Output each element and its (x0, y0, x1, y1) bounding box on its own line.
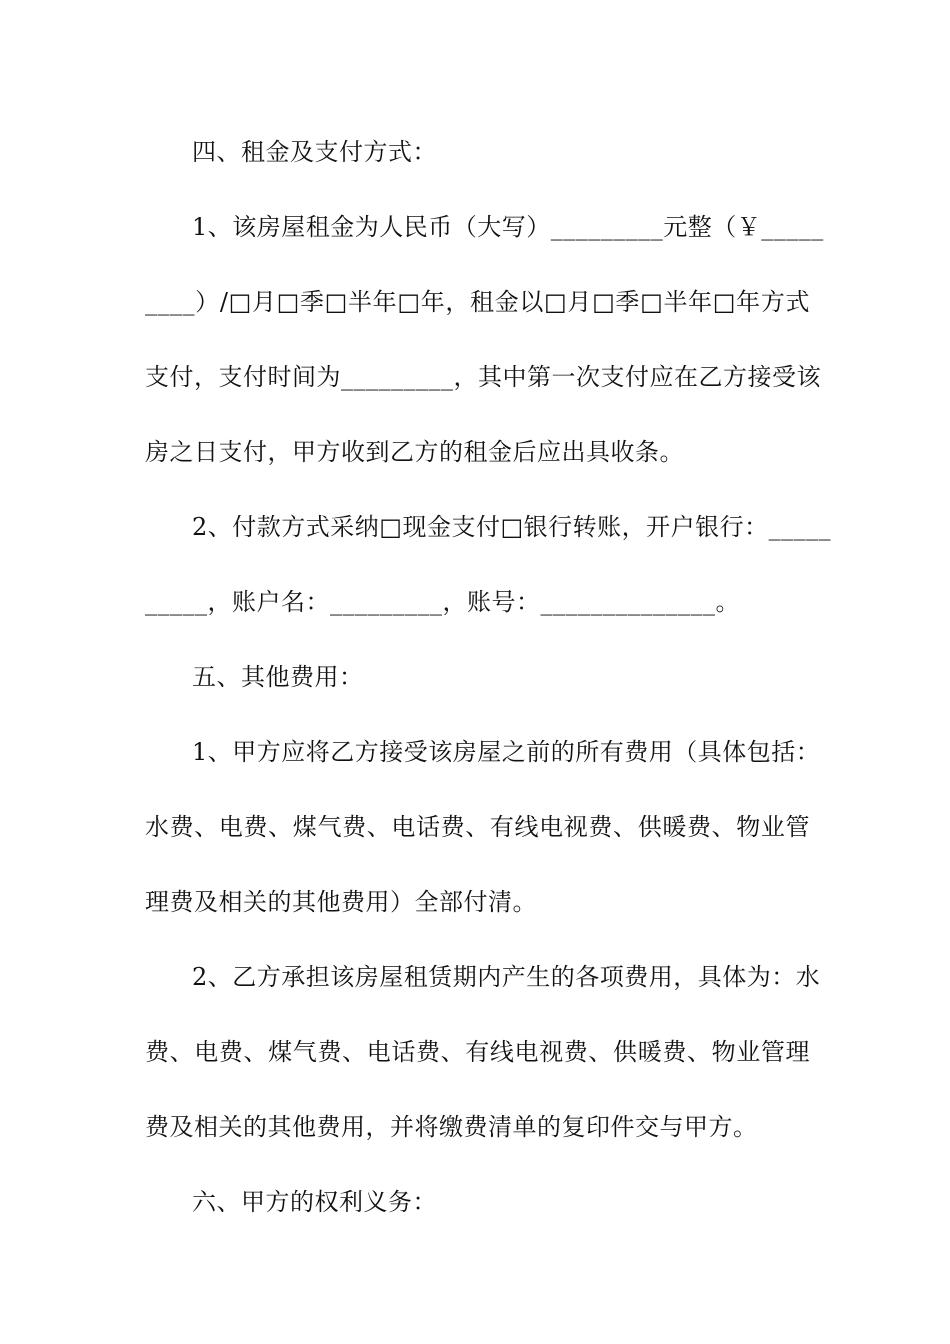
paragraph-line: 2、付款方式采纳□现金支付□银行转账，开户银行：_____ (192, 513, 832, 541)
section-heading-rent-payment: 四、租金及支付方式： (192, 138, 437, 166)
paragraph-line: 2、乙方承担该房屋租赁期内产生的各项费用，具体为：水 (192, 963, 821, 991)
paragraph-line: ____）/□月□季□半年□年，租金以□月□季□半年□年方式 (145, 288, 810, 316)
paragraph-line: 水费、电费、煤气费、电话费、有线电视费、供暖费、物业管 (145, 813, 810, 841)
paragraph-line: _____，账户名：_________，账号：______________。 (145, 588, 740, 616)
paragraph-line: 理费及相关的其他费用）全部付清。 (145, 888, 537, 916)
paragraph-line: 房之日支付，甲方收到乙方的租金后应出具收条。 (145, 438, 684, 466)
paragraph-line: 费、电费、煤气费、电话费、有线电视费、供暖费、物业管理 (145, 1038, 810, 1066)
paragraph-line: 1、该房屋租金为人民币（大写）_________元整（￥_____ (192, 213, 824, 241)
section-heading-landlord-rights: 六、甲方的权利义务： (192, 1188, 437, 1216)
paragraph-line: 1、甲方应将乙方接受该房屋之前的所有费用（具体包括： (192, 738, 821, 766)
paragraph-line: 费及相关的其他费用，并将缴费清单的复印件交与甲方。 (145, 1113, 758, 1141)
section-heading-other-fees: 五、其他费用： (192, 663, 364, 691)
paragraph-line: 支付，支付时间为_________，其中第一次支付应在乙方接受该 (145, 363, 821, 391)
